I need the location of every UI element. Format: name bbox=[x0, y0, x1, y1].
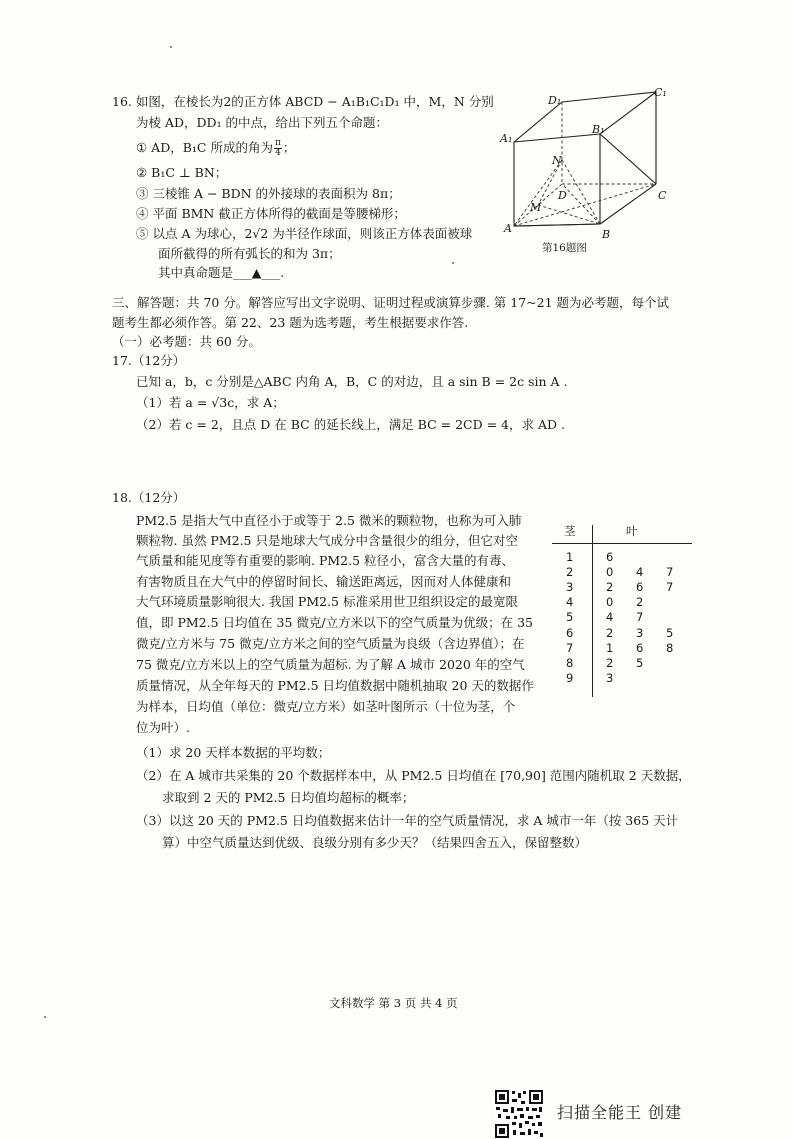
q17-header: 17.（12分） bbox=[112, 353, 186, 368]
leaf-value: 0 bbox=[606, 564, 614, 579]
q16-proposition-5b: 面所截得的所有弧长的和为 3π； bbox=[158, 246, 341, 261]
stem-value: 9 bbox=[566, 671, 574, 686]
leaf-value: 5 bbox=[666, 625, 674, 640]
figure-caption: 第16题图 bbox=[542, 242, 587, 254]
scan-speck bbox=[170, 46, 172, 48]
stem-leaf-table bbox=[566, 549, 696, 686]
label-D: D bbox=[558, 189, 567, 202]
q16-proposition-3: ③ 三棱锥 A − BDN 的外接球的表面积为 8π； bbox=[136, 186, 401, 201]
section3-line3: （一）必考题：共 60 分。 bbox=[112, 334, 261, 349]
stem-value: 2 bbox=[566, 564, 574, 579]
page-footer: 文科数学 第 3 页 共 4 页 bbox=[329, 996, 458, 1010]
leaf-value: 7 bbox=[666, 579, 674, 594]
leaf-value: 8 bbox=[666, 640, 674, 655]
pi-over-4-fraction bbox=[274, 139, 282, 158]
stem-value: 1 bbox=[566, 549, 574, 564]
section3-line1: 三、解答题：共 70 分。解答应写出文字说明、证明过程或演算步骤. 第 17~21 题为必考题，每个试 bbox=[112, 295, 670, 310]
stem-value: 6 bbox=[566, 625, 574, 640]
leaf-value: 6 bbox=[636, 579, 644, 594]
stem-leaf-row bbox=[566, 595, 696, 610]
q16-p1-suffix: ； bbox=[282, 140, 296, 155]
hidden-edge-NB bbox=[562, 160, 600, 224]
leaf-value: 2 bbox=[636, 595, 644, 610]
q18-para-line: 颗粒物. 虽然 PM2.5 只是地球大气成分中含量很少的组分，但它对空 bbox=[136, 533, 518, 548]
q18-para-line: 有害物质且在大气中的停留时间长、输送距离远，因而对人体健康和 bbox=[136, 574, 512, 589]
leaf-value: 0 bbox=[606, 595, 614, 610]
leaf-value: 3 bbox=[636, 625, 644, 640]
q18-para-line: 质量情况，从全年每天的 PM2.5 日均值数据中随机抽取 20 天的数据作 bbox=[136, 678, 534, 693]
q16-line1: 16. 如图，在棱长为2的正方体 ABCD − A₁B₁C₁D₁ 中，M，N 分别 bbox=[112, 94, 494, 109]
q17-part2: （2）若 c = 2，且点 D 在 BC 的延长线上，满足 BC = 2CD = 4，求 AD . bbox=[136, 417, 565, 432]
frac-numerator: π bbox=[274, 138, 281, 148]
cube-edge-back bbox=[562, 92, 656, 184]
leaf-value: 7 bbox=[636, 610, 644, 625]
header-rule bbox=[552, 543, 692, 544]
stem-value: 3 bbox=[566, 579, 574, 594]
stem-value: 8 bbox=[566, 655, 574, 670]
q18-para-line: 气质量和能见度等有重要的影响. PM2.5 粒径小，富含大量的有毒、 bbox=[136, 553, 515, 568]
label-A1: A₁ bbox=[500, 132, 513, 145]
leaf-value: 2 bbox=[606, 625, 614, 640]
label-C: C bbox=[658, 189, 667, 202]
scan-speck bbox=[44, 1016, 46, 1018]
stem-header: 茎 bbox=[564, 524, 576, 538]
scanner-watermark: 扫描全能王 创建 bbox=[557, 1103, 683, 1122]
leaf-value: 2 bbox=[606, 655, 614, 670]
stem-leaf-row bbox=[566, 549, 696, 564]
label-D1: D₁ bbox=[548, 94, 562, 107]
q17-part1: （1）若 a = √3c，求 A； bbox=[136, 395, 285, 410]
q18-part2-line1: （2）在 A 城市共采集的 20 个数据样本中，从 PM2.5 日均值在 [70,90] 范围内随机取 2 天数据， bbox=[136, 768, 691, 783]
label-C1: C₁ bbox=[654, 86, 667, 99]
cube-edge-bottom-right bbox=[600, 184, 656, 224]
q18-para-line: 位为叶）. bbox=[136, 720, 190, 735]
cube-figure bbox=[496, 84, 680, 256]
leaf-value: 6 bbox=[636, 640, 644, 655]
label-A: A bbox=[504, 222, 512, 235]
stem-value: 5 bbox=[566, 610, 574, 625]
q18-para-line: 大气环境质量影响很大. 我国 PM2.5 标准采用世卫组织设定的最宽限 bbox=[136, 594, 518, 609]
label-M: M bbox=[530, 201, 542, 214]
cube-edge-top-left bbox=[514, 102, 562, 142]
q16-proposition-1 bbox=[136, 138, 295, 158]
stem-leaf-row bbox=[566, 625, 696, 640]
leaf-value: 7 bbox=[666, 564, 674, 579]
cube-edge-B1C bbox=[600, 134, 656, 184]
label-B1: B₁ bbox=[592, 123, 605, 136]
q18-para-line: 值，即 PM2.5 日均值在 35 微克/立方米以下的空气质量为优级；在 35 bbox=[136, 615, 533, 630]
hidden-edge-NA bbox=[514, 160, 562, 226]
label-N: N bbox=[552, 154, 562, 167]
q18-part2-line2: 求取到 2 天的 PM2.5 日均值均超标的概率； bbox=[162, 790, 415, 805]
q16-proposition-4: ④ 平面 BMN 截正方体所得的截面是等腰梯形； bbox=[136, 206, 406, 221]
qr-code-icon bbox=[494, 1089, 544, 1139]
q16-p1-prefix: ① AD，B₁C 所成的角为 bbox=[136, 140, 273, 155]
cube-front-face bbox=[514, 134, 600, 226]
q18-part1: （1）求 20 天样本数据的平均数； bbox=[136, 745, 331, 760]
leaf-value: 5 bbox=[636, 655, 644, 670]
section3-line2: 题考生都必须作答。第 22、23 题为选考题，考生根据要求作答. bbox=[112, 315, 469, 330]
stem-leaf-row bbox=[566, 655, 696, 670]
leaf-value: 4 bbox=[606, 610, 614, 625]
stem-leaf-plot bbox=[560, 523, 700, 703]
q18-part3-line2: 算）中空气质量达到优级、良级分别有多少天？（结果四舍五入，保留整数） bbox=[162, 835, 588, 850]
leaf-header: 叶 bbox=[626, 524, 638, 538]
q18-part3-line1: （3）以这 20 天的 PM2.5 日均值数据来估计一年的空气质量情况，求 A 城市一年（按 365 天计 bbox=[136, 813, 679, 828]
q17-stem: 已知 a，b，c 分别是△ABC 内角 A，B，C 的对边，且 a sin B = 2c sin A . bbox=[136, 374, 568, 389]
leaf-value: 6 bbox=[606, 549, 614, 564]
stem-value: 4 bbox=[566, 595, 574, 610]
q16-answer-blank: 其中真命题是___▲___. bbox=[158, 265, 285, 280]
leaf-value: 2 bbox=[606, 579, 614, 594]
stem-leaf-row bbox=[566, 610, 696, 625]
q18-para-line: 75 微克/立方米以上的空气质量为超标. 为了解 A 城市 2020 年的空气 bbox=[136, 657, 525, 672]
q16-proposition-5a: ⑤ 以点 A 为球心，2√2 为半径作球面，则该正方体表面被球 bbox=[136, 226, 473, 241]
q18-para-line: 为样本，日均值（单位：微克/立方米）如茎叶图所示（十位为茎，个 bbox=[136, 699, 516, 714]
label-B: B bbox=[602, 228, 611, 241]
leaf-value: 3 bbox=[606, 671, 614, 686]
leaf-value: 1 bbox=[606, 640, 614, 655]
q18-para-line: 微克/立方米与 75 微克/立方米之间的空气质量为良级（含边界值）；在 bbox=[136, 636, 525, 651]
stem-leaf-row bbox=[566, 564, 696, 579]
stem-leaf-row bbox=[566, 579, 696, 594]
leaf-value: 4 bbox=[636, 564, 644, 579]
stem-leaf-row bbox=[566, 640, 696, 655]
q16-proposition-2: ② B₁C ⊥ BN； bbox=[136, 165, 228, 180]
frac-denominator: 4 bbox=[275, 148, 281, 158]
stem-value: 7 bbox=[566, 640, 574, 655]
q16-line2: 为棱 AD，DD₁ 的中点，给出下列五个命题： bbox=[136, 115, 389, 130]
stem-leaf-row bbox=[566, 671, 696, 686]
q18-para-line: PM2.5 是指大气中直径小于或等于 2.5 微米的颗粒物，也称为可入肺 bbox=[136, 513, 522, 528]
scan-speck bbox=[452, 262, 454, 264]
q18-header: 18.（12分） bbox=[112, 490, 186, 505]
